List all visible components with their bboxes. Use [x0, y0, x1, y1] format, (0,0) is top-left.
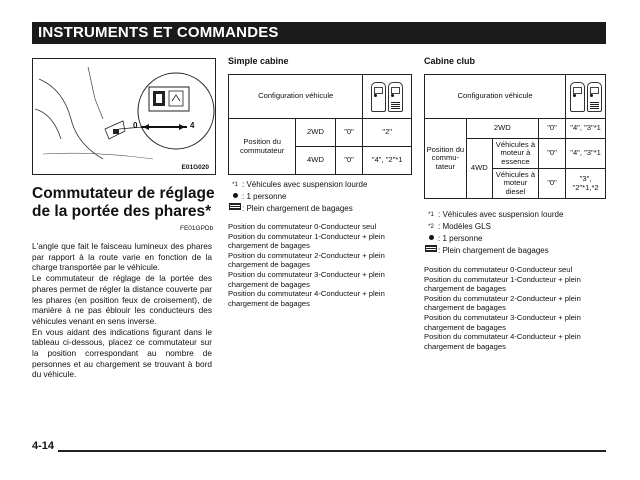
dashboard-drawing: [33, 59, 216, 175]
position-line: Position du commutateur 2-Conducteur + plein chargement de bagages: [424, 293, 581, 313]
paragraph: L'angle que fait le faisceau lumineux des phares par rapport à la route varie en fonction de la charge transportée par le véhicule.: [32, 241, 212, 273]
person-dot-icon: [233, 193, 238, 198]
legend-item: [424, 245, 563, 257]
club-cab-heading: Cabine club: [424, 56, 476, 66]
drive-4wd: 4WD: [296, 147, 335, 175]
legend-text: : Véhicules avec suspension lourde: [438, 210, 564, 219]
club-cab-table: [424, 74, 606, 199]
engine-diesel: Véhicules à moteur diesel: [492, 169, 538, 199]
cell-value: "0": [335, 119, 363, 147]
position-line: Position du commutateur 4-Conducteur + plein chargement de bagages: [228, 289, 385, 308]
legend-item: [228, 203, 367, 215]
figure-code: E01G020: [181, 164, 209, 171]
person-dot-icon: [429, 235, 434, 240]
config-label: Configuration véhicule: [229, 75, 363, 119]
vehicle-icons: [566, 75, 606, 119]
engine-gasoline: Véhicules à moteur à essence: [492, 139, 538, 169]
cell-value: "4", "3"*1: [566, 119, 606, 139]
legend-item: [228, 191, 367, 203]
cell-value: "0": [538, 139, 565, 169]
cell-value: "4", "3"*1: [566, 139, 606, 169]
headlight-switch-illustration: [32, 58, 216, 175]
legend-text: : 1 personne: [242, 192, 287, 201]
club-cab-positions: [424, 265, 606, 351]
vehicle-icons: [363, 75, 412, 119]
simple-cab-legend: [228, 179, 367, 215]
drive-2wd: 2WD: [296, 119, 335, 147]
position-line: Position du commutateur 4-Conducteur + plein chargement de bagages: [424, 332, 581, 351]
cab-one-person-icon: [570, 82, 585, 112]
cab-loaded-icon: [587, 82, 602, 112]
position-line: Position du commutateur 1-Conducteur + plein chargement de bagages: [228, 231, 385, 251]
drive-2wd: 2WD: [466, 119, 538, 139]
position-line: Position du commutateur 1-Conducteur + plein chargement de bagages: [424, 274, 581, 294]
scale-min-label: 0: [133, 121, 138, 130]
page-number: 4-14: [32, 440, 55, 452]
legend-item: [228, 179, 367, 191]
position-line: Position du commutateur 2-Conducteur + plein chargement de bagages: [228, 250, 385, 270]
cab-loaded-icon: [388, 82, 403, 112]
footnote-marker: *1: [232, 182, 238, 188]
footer-rule: [58, 450, 606, 452]
simple-cab-positions: [228, 222, 412, 308]
reference-code: FE01GPDb: [180, 225, 214, 232]
legend-text: : Plein chargement de bagages: [438, 246, 549, 255]
paragraph: Le commutateur de réglage de la portée des phares permet de régler la distance couverte par les phares (en position feux de croisement), de manière à ne pas éblouir les conducteurs des véhicules venant en sens inverse.: [32, 273, 212, 326]
cell-value: "2": [363, 119, 412, 147]
footnote-marker: *1: [428, 212, 434, 218]
position-line: Position du commutateur 3-Conducteur + plein chargement de bagages: [424, 312, 581, 332]
cab-one-person-icon: [371, 82, 386, 112]
legend-text: : Modèles GLS: [438, 222, 491, 231]
paragraph: En vous aidant des indications figurant dans le tableau ci-dessous, placez ce commutateur sur la position correspondant au nombre de personnes et au chargement se trouvant à bord du véhicule.: [32, 326, 212, 380]
cell-value: "4", "2"*1: [363, 147, 412, 175]
simple-cab-heading: Simple cabine: [228, 56, 289, 66]
club-cab-legend: [424, 209, 563, 257]
position-label: Position du commutateur: [229, 119, 296, 175]
section-header: INSTRUMENTS ET COMMANDES: [32, 22, 606, 44]
cell-value: "0": [538, 169, 565, 199]
position-label: Position du commu-tateur: [425, 119, 467, 199]
position-line: Position du commutateur 0-Conducteur seul: [424, 265, 573, 274]
luggage-hatch-icon: [425, 245, 437, 252]
cell-value: "0": [335, 147, 363, 175]
legend-item: [424, 209, 563, 221]
section-title: [32, 185, 222, 221]
drive-4wd: 4WD: [466, 139, 492, 199]
body-text: [32, 241, 212, 380]
luggage-hatch-icon: [229, 203, 241, 210]
cell-value: "3", "2"*1,*2: [566, 169, 606, 199]
config-label: Configuration véhicule: [425, 75, 566, 119]
legend-item: [424, 221, 563, 233]
legend-text: : Véhicules avec suspension lourde: [242, 180, 368, 189]
legend-text: : 1 personne: [438, 234, 483, 243]
scale-max-label: 4: [190, 121, 195, 130]
section-title-line2: de la portée des phares*: [32, 203, 212, 220]
cell-value: "0": [538, 119, 565, 139]
simple-cab-table: [228, 74, 412, 175]
position-line: Position du commutateur 3-Conducteur + plein chargement de bagages: [228, 269, 385, 289]
section-title-line1: Commutateur de réglage: [32, 185, 215, 202]
position-line: Position du commutateur 0-Conducteur seul: [228, 222, 377, 231]
legend-text: : Plein chargement de bagages: [242, 204, 353, 213]
footnote-marker: *2: [428, 224, 434, 230]
legend-item: [424, 233, 563, 245]
